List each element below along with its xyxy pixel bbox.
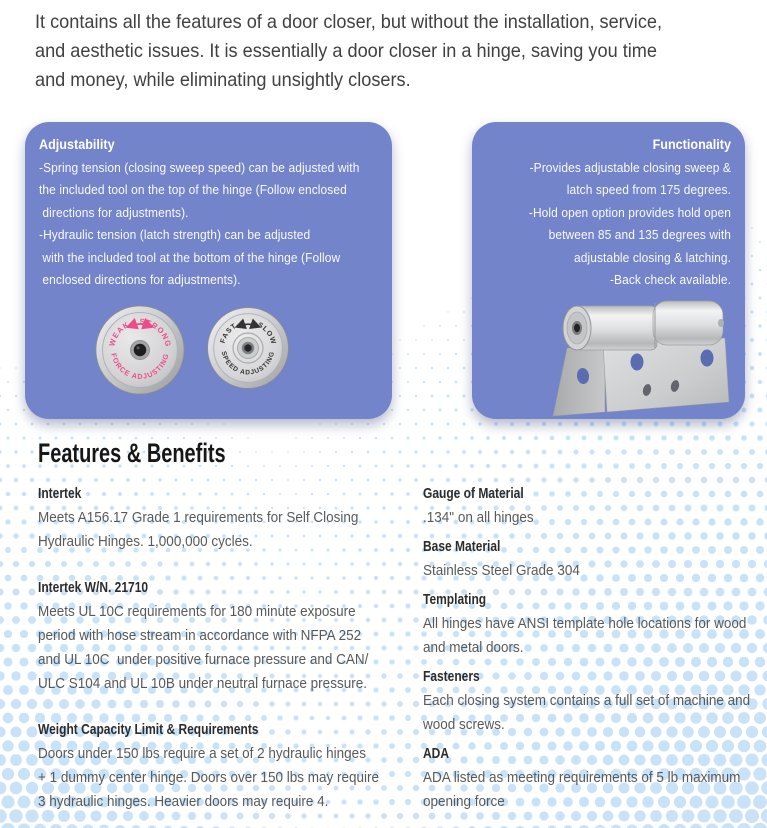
intro-paragraph bbox=[35, 8, 709, 95]
card-line: the included tool on the top of the hinge (Follow enclosed bbox=[39, 182, 347, 198]
section-title: Base Material bbox=[423, 538, 501, 555]
section-line: and metal doors. bbox=[423, 639, 524, 656]
hydraulic-hinge-product-image bbox=[525, 290, 745, 418]
card-line: -Hold open option provides hold open bbox=[528, 204, 731, 220]
force-adjusting-dial-image bbox=[92, 302, 188, 398]
section-title: Templating bbox=[423, 591, 487, 608]
feature-section-fasteners bbox=[423, 665, 767, 737]
intro-line: It contains all the features of a door closer, but without the installation, service, bbox=[35, 11, 663, 33]
dial-label-speed-adjusting: SPEED ADJUSTING bbox=[219, 350, 277, 377]
section-line: and UL 10C under positive furnace pressure and CAN/ bbox=[38, 651, 369, 668]
functionality-card-title: Functionality bbox=[652, 136, 731, 152]
section-line: Meets A156.17 Grade 1 requirements for Self Closing bbox=[38, 509, 359, 526]
card-line: -Provides adjustable closing sweep & bbox=[529, 160, 731, 175]
section-line: wood screws. bbox=[423, 716, 505, 733]
intro-line: and money, while eliminating unsightly closers. bbox=[35, 69, 411, 91]
card-line: directions for adjustments). bbox=[39, 204, 189, 220]
card-line: -Spring tension (closing sweep speed) can be adjusted with bbox=[39, 160, 360, 175]
section-line: period with hose stream in accordance with NFPA 252 bbox=[38, 627, 362, 644]
feature-section-ada bbox=[423, 742, 767, 814]
features-right-column bbox=[423, 482, 767, 819]
section-title: ADA bbox=[423, 745, 449, 762]
section-line: ULC S104 and UL 10B under neutral furnace pressure. bbox=[38, 675, 367, 692]
dial-label-fast: FAST bbox=[219, 322, 239, 345]
section-line: All hinges have ANSI template hole locations for wood bbox=[423, 615, 747, 632]
card-line: enclosed directions for adjustments). bbox=[39, 272, 241, 288]
features-left-column bbox=[38, 482, 417, 828]
intro-line: and aesthetic issues. It is essentially a door closer in a hinge, saving you time bbox=[35, 40, 657, 62]
section-line: Stainless Steel Grade 304 bbox=[423, 562, 580, 579]
functionality-card bbox=[472, 122, 745, 419]
feature-section-weight-capacity bbox=[38, 718, 417, 814]
section-line: opening force bbox=[423, 793, 505, 810]
feature-section-intertek-wn bbox=[38, 576, 417, 696]
dial-label-force-adjusting: FORCE ADJUSTING bbox=[109, 352, 171, 381]
section-line: Meets UL 10C requirements for 180 minute exposure bbox=[38, 603, 356, 620]
feature-section-base-material bbox=[423, 535, 767, 583]
card-line: adjustable closing & latching. bbox=[573, 249, 731, 265]
section-title: Weight Capacity Limit & Requirements bbox=[38, 721, 259, 738]
card-line: -Back check available. bbox=[609, 272, 731, 288]
section-line: .134" on all hinges bbox=[423, 509, 534, 526]
section-line: Hydraulic Hinges. 1,000,000 cycles. bbox=[38, 533, 253, 550]
section-title: Intertek bbox=[38, 485, 82, 502]
dial-label-strong: STRONG bbox=[139, 316, 173, 349]
section-line: Doors under 150 lbs require a set of 2 hydraulic hinges bbox=[38, 745, 366, 762]
dial-label-slow: SLOW bbox=[256, 321, 277, 346]
section-line: 3 hydraulic hinges. Heavier doors may require 4. bbox=[38, 793, 329, 810]
section-title: Gauge of Material bbox=[423, 485, 524, 502]
section-line: Each closing system contains a full set of machine and bbox=[423, 692, 751, 709]
section-line: + 1 dummy center hinge. Doors over 150 lbs may require bbox=[38, 769, 380, 786]
features-benefits-heading: Features & Benefits bbox=[38, 438, 226, 468]
card-line: latch speed from 175 degrees. bbox=[566, 182, 731, 198]
section-title: Intertek W/N. 21710 bbox=[38, 579, 149, 596]
section-line: ADA listed as meeting requirements of 5 lb maximum bbox=[423, 769, 741, 786]
card-line: between 85 and 135 degrees with bbox=[548, 227, 731, 243]
adjustability-card bbox=[25, 122, 392, 419]
feature-section-gauge bbox=[423, 482, 767, 530]
dial-label-weak: WEAK bbox=[107, 319, 132, 348]
feature-section-intertek bbox=[38, 482, 417, 554]
card-line: -Hydraulic tension (latch strength) can be adjusted bbox=[39, 227, 311, 243]
speed-adjusting-dial-image bbox=[204, 304, 292, 392]
feature-section-templating bbox=[423, 588, 767, 660]
section-title: Fasteners bbox=[423, 668, 480, 685]
adjustability-card-title: Adjustability bbox=[39, 136, 115, 152]
card-line: with the included tool at the bottom of the hinge (Follow bbox=[39, 249, 341, 265]
